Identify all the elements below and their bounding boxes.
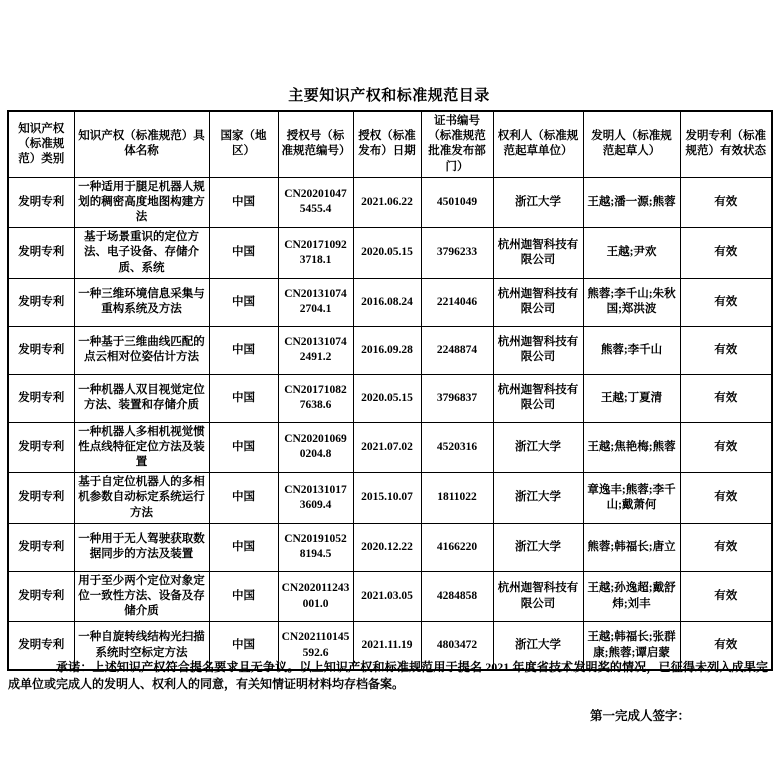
table-cell: 发明专利 (8, 473, 74, 524)
table-cell: 发明专利 (8, 326, 74, 374)
table-cell: 发明专利 (8, 571, 74, 622)
table-cell: 2020.05.15 (353, 228, 421, 279)
table-cell: 2021.07.02 (353, 422, 421, 473)
table-cell: 4501049 (421, 177, 493, 228)
table-cell: 一种机器人多相机视觉惯性点线特征定位方法及装置 (74, 422, 209, 473)
table-cell: 有效 (680, 177, 772, 228)
table-cell: 用于至少两个定位对象定位一致性方法、设备及存储介质 (74, 571, 209, 622)
table-row (8, 571, 772, 622)
table-cell: 浙江大学 (493, 523, 583, 571)
column-header-1: 知识产权（标准规范）具体名称 (74, 111, 209, 177)
table-cell: 基于场景重识的定位方法、电子设备、存储介质、系统 (74, 228, 209, 279)
table-cell: 发明专利 (8, 177, 74, 228)
table-cell: 杭州迦智科技有限公司 (493, 278, 583, 326)
table-cell: 3796837 (421, 374, 493, 422)
table-row (8, 422, 772, 473)
table-cell: 中国 (209, 228, 278, 279)
table-cell: 4520316 (421, 422, 493, 473)
table-cell: 王越;丁夏清 (583, 374, 680, 422)
table-header-row (8, 111, 772, 177)
page-title: 主要知识产权和标准规范目录 (288, 87, 490, 104)
table-cell: 2021.11.19 (353, 622, 421, 670)
table-cell: 有效 (680, 473, 772, 524)
column-header-6: 权利人（标准规范起草单位） (493, 111, 583, 177)
table-cell: 一种适用于腿足机器人规划的稠密高度地图构建方法 (74, 177, 209, 228)
table-cell: 杭州迦智科技有限公司 (493, 228, 583, 279)
table-cell: 中国 (209, 622, 278, 670)
table-cell: 2016.09.28 (353, 326, 421, 374)
table-row (8, 278, 772, 326)
table-cell: 章逸丰;熊蓉;李千山;戴萧何 (583, 473, 680, 524)
table-row (8, 374, 772, 422)
table-cell: 熊蓉;李千山 (583, 326, 680, 374)
table-cell: 王越;韩福长;张群康;熊蓉;谭启蒙 (583, 622, 680, 670)
table-cell: 有效 (680, 228, 772, 279)
table-row (8, 228, 772, 279)
table-cell: 1811022 (421, 473, 493, 524)
table-cell: 有效 (680, 278, 772, 326)
table-row (8, 523, 772, 571)
table-cell: 有效 (680, 622, 772, 670)
table-cell: 一种机器人双目视觉定位方法、装置和存储介质 (74, 374, 209, 422)
table-cell: 2020.05.15 (353, 374, 421, 422)
column-header-3: 授权号（标准规范编号） (278, 111, 353, 177)
table-cell: 2016.08.24 (353, 278, 421, 326)
table-cell: 发明专利 (8, 374, 74, 422)
table-cell: CN201710827638.6 (278, 374, 353, 422)
table-cell: CN201310742491.2 (278, 326, 353, 374)
table-cell: 中国 (209, 422, 278, 473)
table-cell: 中国 (209, 278, 278, 326)
table-cell: 浙江大学 (493, 177, 583, 228)
table-cell: 王越;孙逸超;戴舒炜;刘丰 (583, 571, 680, 622)
table-cell: 中国 (209, 326, 278, 374)
table-cell: 一种基于三维曲线匹配的点云相对位姿估计方法 (74, 326, 209, 374)
table-cell: 发明专利 (8, 622, 74, 670)
table-cell: 基于自定位机器人的多相机参数自动标定系统运行方法 (74, 473, 209, 524)
table-cell: 浙江大学 (493, 622, 583, 670)
table-cell: CN201310742704.1 (278, 278, 353, 326)
table-cell: 中国 (209, 177, 278, 228)
table-cell: 杭州迦智科技有限公司 (493, 326, 583, 374)
table-cell: CN202010475455.4 (278, 177, 353, 228)
table-cell: 2020.12.22 (353, 523, 421, 571)
table-cell: 2021.06.22 (353, 177, 421, 228)
table-cell: 发明专利 (8, 523, 74, 571)
column-header-0: 知识产权（标准规范）类别 (8, 111, 74, 177)
table-row (8, 326, 772, 374)
table-cell: 熊蓉;李千山;朱秋国;郑洪波 (583, 278, 680, 326)
table-cell: 2015.10.07 (353, 473, 421, 524)
commitment-paragraph: 承诺：上述知识产权符合提名要求且无争议。以上知识产权和标准规范用于提名 2021 年度省技术发明奖的情况，已征得未列入成果完成单位或完成人的发明人、权利人的同意，有关知情证明材料均存档备案。 (8, 660, 768, 692)
table-cell: CN202010690204.8 (278, 422, 353, 473)
table-cell: 王越;潘一源;熊蓉 (583, 177, 680, 228)
table-cell: 中国 (209, 473, 278, 524)
table-cell: 熊蓉;韩福长;唐立 (583, 523, 680, 571)
column-header-2: 国家（地区） (209, 111, 278, 177)
table-cell: 浙江大学 (493, 473, 583, 524)
table-row (8, 177, 772, 228)
table-cell: 王越;焦艳梅;熊蓉 (583, 422, 680, 473)
table-cell: 浙江大学 (493, 422, 583, 473)
column-header-8: 发明专利（标准规范）有效状态 (680, 111, 772, 177)
table-cell: 发明专利 (8, 278, 74, 326)
table-cell: 4803472 (421, 622, 493, 670)
table-cell: 有效 (680, 571, 772, 622)
table-cell: 3796233 (421, 228, 493, 279)
table-cell: 一种自旋转线结构光扫描系统时空标定方法 (74, 622, 209, 670)
table-cell: 发明专利 (8, 422, 74, 473)
table-cell: 有效 (680, 374, 772, 422)
table-cell: 杭州迦智科技有限公司 (493, 571, 583, 622)
table-body (8, 177, 772, 670)
signature-label: 第一完成人签字： (590, 709, 691, 723)
table-cell: 中国 (209, 523, 278, 571)
ip-table (7, 110, 773, 671)
table-cell: 4284858 (421, 571, 493, 622)
table-cell: CN201710923718.1 (278, 228, 353, 279)
table-cell: 2248874 (421, 326, 493, 374)
table-cell: 发明专利 (8, 228, 74, 279)
table-cell: 2021.03.05 (353, 571, 421, 622)
column-header-7: 发明人（标准规范起草人） (583, 111, 680, 177)
table-cell: 一种用于无人驾驶获取数据同步的方法及装置 (74, 523, 209, 571)
table-cell: 4166220 (421, 523, 493, 571)
table-cell: 有效 (680, 523, 772, 571)
table-row (8, 473, 772, 524)
table-cell: 杭州迦智科技有限公司 (493, 374, 583, 422)
table-cell: 中国 (209, 374, 278, 422)
table-cell: 王越;尹欢 (583, 228, 680, 279)
table-cell: 中国 (209, 571, 278, 622)
table-cell: 有效 (680, 422, 772, 473)
table-cell: 一种三维环境信息采集与重构系统及方法 (74, 278, 209, 326)
table-cell: 有效 (680, 326, 772, 374)
table-cell: CN201310173609.4 (278, 473, 353, 524)
table-cell: 2214046 (421, 278, 493, 326)
column-header-5: 证书编号（标准规范批准发布部门） (421, 111, 493, 177)
column-header-4: 授权（标准发布）日期 (353, 111, 421, 177)
table-cell: CN202011243001.0 (278, 571, 353, 622)
table-cell: CN202110145592.6 (278, 622, 353, 670)
table-cell: CN201910528194.5 (278, 523, 353, 571)
